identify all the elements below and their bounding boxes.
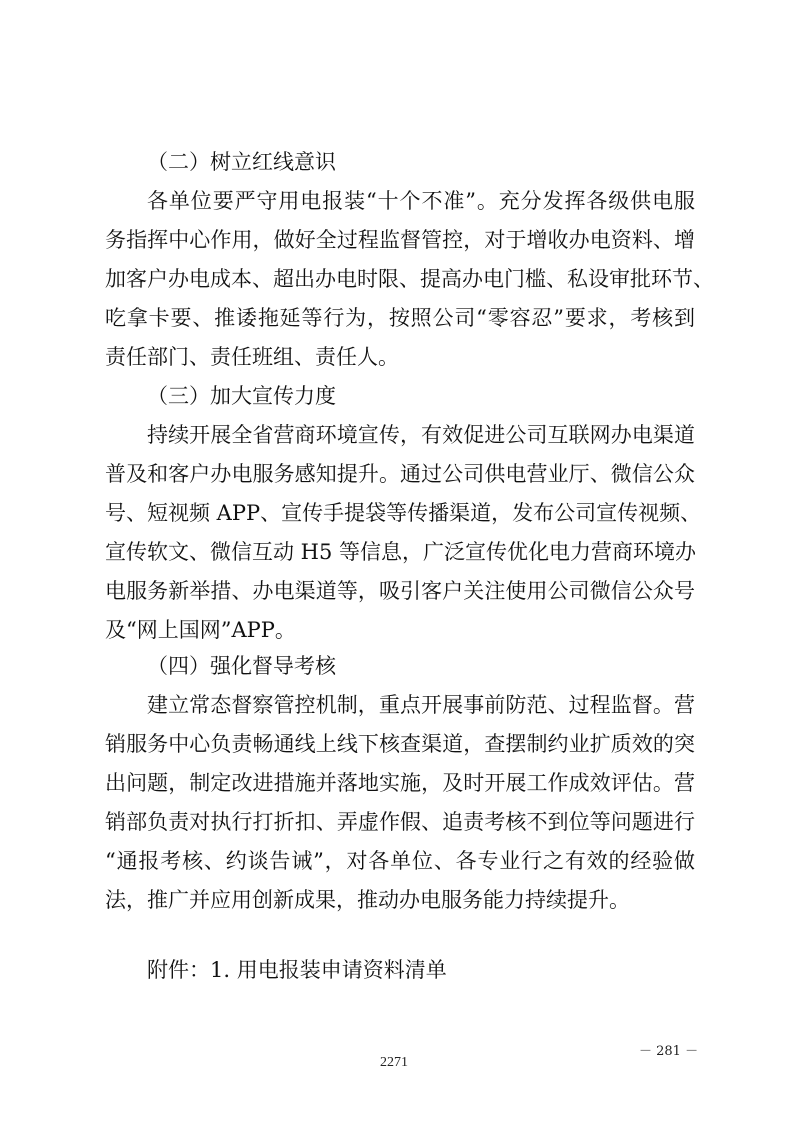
page-number: － 281 － [639, 1044, 699, 1059]
attachment-text: 附件：1. 用电报装申请资料清单 [147, 958, 447, 982]
stamp-number: 2271 [380, 1055, 408, 1070]
paragraph-line: 加客户办电成本、超出办电时限、提高办电门槛、私设审批环节、 [105, 267, 714, 291]
paragraph-line: 销部负责对执行打折扣、弄虚作假、追责考核不到位等问题进行 [105, 810, 695, 834]
paragraph-line: 销服务中心负责畅通线上线下核查渠道，查摆制约业扩质效的突 [105, 732, 695, 756]
paragraph-line: 吃拿卡要、推诿拖延等行为，按照公司“零容忍”要求，考核到 [105, 306, 695, 330]
paragraph-line: 宣传软文、微信互动 H5 等信息，广泛宣传优化电力营商环境办 [105, 540, 697, 564]
paragraph-line: 持续开展全省营商环境宣传，有效促进公司互联网办电渠道 [147, 423, 695, 447]
paragraph-line: 及“网上国网”APP。 [105, 618, 296, 642]
heading-text: （三）加大宣传力度 [147, 384, 336, 408]
section-paragraph-4 [105, 686, 695, 920]
section-heading-4 [105, 647, 695, 686]
paragraph-line: “通报考核、约谈告诫”，对各单位、各专业行之有效的经验做 [105, 849, 695, 873]
attachment-line [105, 951, 695, 990]
paragraph-line: 普及和客户办电服务感知提升。通过公司供电营业厅、微信公众 [105, 462, 695, 486]
paragraph-line: 法，推广并应用创新成果，推动办电服务能力持续提升。 [105, 888, 630, 912]
section-paragraph-3 [105, 416, 702, 650]
paragraph-line: 责任部门、责任班组、责任人。 [105, 345, 399, 369]
paragraph-line: 电服务新举措、办电渠道等，吸引客户关注使用公司微信公众号 [105, 579, 695, 603]
section-heading-2 [105, 143, 695, 182]
paragraph-line: 各单位要严守用电报装“十个不准”。充分发挥各级供电服 [147, 189, 695, 213]
paragraph-line: 出问题，制定改进措施并落地实施，及时开展工作成效评估。营 [105, 771, 695, 795]
paragraph-line: 建立常态督察管控机制，重点开展事前防范、过程监督。营 [147, 693, 695, 717]
paragraph-line: 务指挥中心作用，做好全过程监督管控，对于增收办电资料、增 [105, 228, 695, 252]
section-paragraph-2 [105, 182, 714, 377]
section-heading-3 [105, 377, 695, 416]
paragraph-line: 号、短视频 APP、宣传手提袋等传播渠道，发布公司宣传视频、 [105, 501, 702, 525]
heading-text: （二）树立红线意识 [147, 150, 336, 174]
heading-text: （四）强化督导考核 [147, 654, 336, 678]
